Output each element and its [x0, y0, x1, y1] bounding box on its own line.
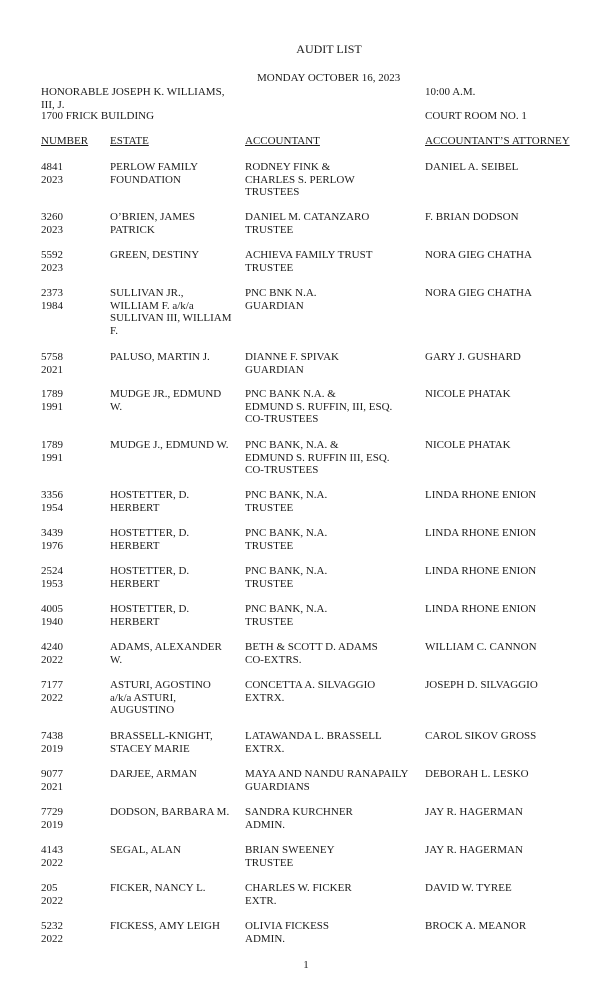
entry-number: 1789 1991 [41, 388, 63, 413]
table-row [0, 565, 612, 590]
column-header-number: NUMBER [41, 135, 89, 147]
entry-attorney: NORA GIEG CHATHA [425, 249, 532, 261]
entry-number: 7177 2022 [41, 679, 63, 704]
entry-accountant: BETH & SCOTT D. ADAMS CO-EXTRS. [245, 641, 378, 666]
hearing-date: MONDAY OCTOBER 16, 2023 [257, 72, 401, 84]
table-row [0, 287, 612, 337]
entry-accountant: DIANNE F. SPIVAK GUARDIAN [245, 351, 339, 376]
entry-accountant: PNC BANK, N.A. TRUSTEE [245, 565, 328, 590]
entry-attorney: NORA GIEG CHATHA [425, 287, 532, 299]
entry-estate: DARJEE, ARMAN [110, 768, 197, 780]
column-header-accountant: ACCOUNTANT [245, 135, 320, 147]
table-row [0, 920, 612, 945]
table-row [0, 161, 612, 199]
table-row [0, 882, 612, 907]
table-row [0, 249, 612, 274]
entry-number: 3356 1954 [41, 489, 63, 514]
entry-accountant: BRIAN SWEENEY TRUSTEE [245, 844, 335, 869]
entry-number: 5232 2022 [41, 920, 63, 945]
entry-estate: MUDGE JR., EDMUND W. [110, 388, 222, 413]
column-header-estate: ESTATE [110, 135, 149, 147]
page-title: AUDIT LIST [296, 42, 362, 56]
table-row [0, 730, 612, 755]
entry-attorney: DEBORAH L. LESKO [425, 768, 529, 780]
entry-number: 7438 2019 [41, 730, 63, 755]
entry-estate: BRASSELL-KNIGHT, STACEY MARIE [110, 730, 213, 755]
entry-estate: SULLIVAN JR., WILLIAM F. a/k/a SULLIVAN III, WILLIAM F. [110, 287, 232, 337]
entry-accountant: PNC BANK N.A. & EDMUND S. RUFFIN, III, ESQ. CO-TRUSTEES [245, 388, 393, 426]
entry-attorney: LINDA RHONE ENION [425, 603, 537, 615]
entry-attorney: JAY R. HAGERMAN [425, 806, 523, 818]
entry-estate: PALUSO, MARTIN J. [110, 351, 210, 363]
entry-accountant: RODNEY FINK & CHARLES S. PERLOW TRUSTEES [245, 161, 355, 199]
entry-number: 3439 1976 [41, 527, 63, 552]
entry-accountant: PNC BANK, N.A. & EDMUND S. RUFFIN III, ESQ. CO-TRUSTEES [245, 439, 390, 477]
table-row [0, 679, 612, 717]
table-row [0, 388, 612, 426]
entry-accountant: PNC BANK, N.A. TRUSTEE [245, 489, 328, 514]
entry-estate: SEGAL, ALAN [110, 844, 181, 856]
page-number: 1 [303, 959, 309, 971]
entry-accountant: CHARLES W. FICKER EXTR. [245, 882, 352, 907]
hearing-time: 10:00 A.M. [425, 86, 476, 98]
entry-number: 7729 2019 [41, 806, 63, 831]
entry-attorney: F. BRIAN DODSON [425, 211, 519, 223]
entry-attorney: NICOLE PHATAK [425, 388, 511, 400]
entry-estate: HOSTETTER, D. HERBERT [110, 565, 190, 590]
table-row [0, 603, 612, 628]
entry-number: 2524 1953 [41, 565, 63, 590]
courtroom: COURT ROOM NO. 1 [425, 110, 527, 122]
entry-estate: FICKESS, AMY LEIGH [110, 920, 220, 932]
entry-estate: HOSTETTER, D. HERBERT [110, 603, 190, 628]
entry-accountant: LATAWANDA L. BRASSELL EXTRX. [245, 730, 382, 755]
entry-number: 4143 2022 [41, 844, 63, 869]
entry-attorney: DAVID W. TYREE [425, 882, 512, 894]
judge-name: HONORABLE JOSEPH K. WILLIAMS, III, J. [41, 86, 225, 111]
entry-attorney: LINDA RHONE ENION [425, 527, 537, 539]
entry-attorney: NICOLE PHATAK [425, 439, 511, 451]
entry-accountant: OLIVIA FICKESS ADMIN. [245, 920, 330, 945]
entry-accountant: CONCETTA A. SILVAGGIO EXTRX. [245, 679, 376, 704]
entry-estate: PERLOW FAMILY FOUNDATION [110, 161, 199, 186]
entry-attorney: WILLIAM C. CANNON [425, 641, 537, 653]
entry-number: 9077 2021 [41, 768, 63, 793]
entry-accountant: MAYA AND NANDU RANAPAILY GUARDIANS [245, 768, 409, 793]
entry-estate: HOSTETTER, D. HERBERT [110, 527, 190, 552]
entry-number: 2373 1984 [41, 287, 63, 312]
entry-estate: HOSTETTER, D. HERBERT [110, 489, 190, 514]
entry-attorney: JAY R. HAGERMAN [425, 844, 523, 856]
entry-estate: O’BRIEN, JAMES PATRICK [110, 211, 195, 236]
entry-number: 4240 2022 [41, 641, 63, 666]
entry-number: 5758 2021 [41, 351, 63, 376]
entry-estate: ASTURI, AGOSTINO a/k/a ASTURI, AUGUSTINO [110, 679, 211, 717]
table-row [0, 768, 612, 793]
entry-estate: ADAMS, ALEXANDER W. [110, 641, 222, 666]
entry-accountant: ACHIEVA FAMILY TRUST TRUSTEE [245, 249, 373, 274]
table-row [0, 439, 612, 477]
entry-accountant: SANDRA KURCHNER ADMIN. [245, 806, 353, 831]
entry-number: 205 2022 [41, 882, 63, 907]
entry-accountant: PNC BANK, N.A. TRUSTEE [245, 603, 328, 628]
entry-estate: FICKER, NANCY L. [110, 882, 206, 894]
table-row [0, 844, 612, 869]
column-header-attorney: ACCOUNTANT’S ATTORNEY [425, 135, 570, 147]
entry-attorney: GARY J. GUSHARD [425, 351, 521, 363]
entry-number: 4841 2023 [41, 161, 63, 186]
building: 1700 FRICK BUILDING [41, 110, 155, 122]
entry-attorney: CAROL SIKOV GROSS [425, 730, 537, 742]
entry-attorney: LINDA RHONE ENION [425, 565, 537, 577]
entry-estate: MUDGE J., EDMUND W. [110, 439, 229, 451]
entry-number: 1789 1991 [41, 439, 63, 464]
table-row [0, 489, 612, 514]
entry-number: 5592 2023 [41, 249, 63, 274]
table-row [0, 806, 612, 831]
table-row [0, 641, 612, 666]
entry-attorney: JOSEPH D. SILVAGGIO [425, 679, 538, 691]
table-row [0, 351, 612, 376]
entry-estate: GREEN, DESTINY [110, 249, 200, 261]
entry-number: 3260 2023 [41, 211, 63, 236]
table-row [0, 211, 612, 236]
entry-attorney: DANIEL A. SEIBEL [425, 161, 519, 173]
table-row [0, 527, 612, 552]
entry-attorney: BROCK A. MEANOR [425, 920, 527, 932]
entry-attorney: LINDA RHONE ENION [425, 489, 537, 501]
entry-accountant: DANIEL M. CATANZARO TRUSTEE [245, 211, 370, 236]
entry-accountant: PNC BANK, N.A. TRUSTEE [245, 527, 328, 552]
entry-accountant: PNC BNK N.A. GUARDIAN [245, 287, 317, 312]
entry-estate: DODSON, BARBARA M. [110, 806, 230, 818]
entry-number: 4005 1940 [41, 603, 63, 628]
